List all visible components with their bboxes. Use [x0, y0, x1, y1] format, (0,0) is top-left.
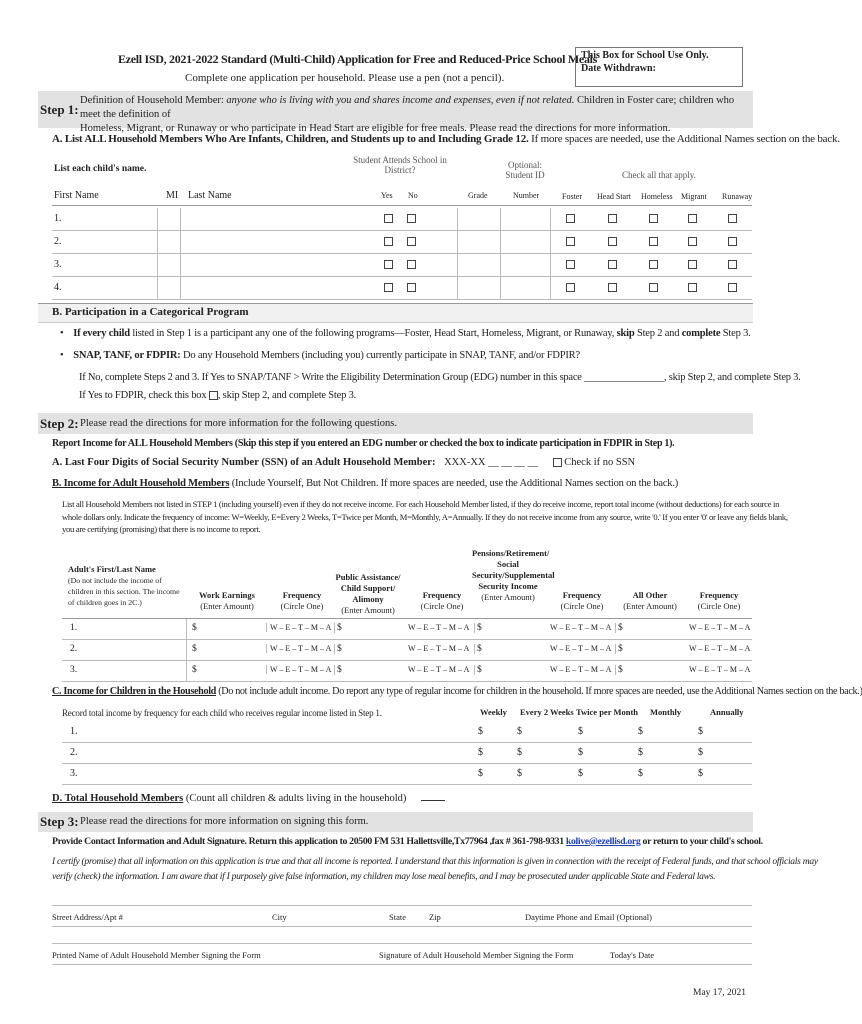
child-row — [52, 277, 752, 300]
fdpir-end: , skip Step 2, and complete Step 3. — [217, 390, 357, 401]
mi-input[interactable] — [157, 277, 181, 299]
child-row-num: 1. — [54, 213, 62, 224]
foster-checkbox[interactable] — [566, 260, 575, 269]
optional-line1: Optional: — [508, 160, 542, 170]
runaway-checkbox[interactable] — [728, 214, 737, 223]
public-frequency[interactable]: W – E – T – M – A — [408, 665, 470, 674]
adult-row — [62, 661, 752, 682]
public-amount-input[interactable]: $ — [334, 665, 404, 675]
optional-line2: Student ID — [505, 170, 545, 180]
section-a-note: If more spaces are needed, use the Additional Names section on the back. — [531, 133, 840, 145]
migrant-checkbox[interactable] — [688, 283, 697, 292]
twice-header: Twice per Month — [576, 707, 639, 717]
adult-income-header — [62, 548, 752, 618]
every2-input[interactable]: $ — [517, 726, 522, 737]
col-first-name: First Name — [54, 190, 99, 201]
mi-input[interactable] — [157, 254, 181, 276]
work-amount-input[interactable]: $ — [192, 665, 197, 675]
weekly-header: Weekly — [480, 707, 507, 717]
step3-intro: Please read the directions for more information on signing this form. — [80, 816, 369, 827]
ssn-label: A. Last Four Digits of Social Security Number (SSN) of an Adult Household Member: — [52, 457, 436, 468]
pension-header — [472, 548, 555, 603]
work-header — [192, 590, 262, 612]
freq1-header — [268, 590, 336, 612]
provide-end: or return to your child's school. — [642, 836, 763, 847]
total-members-input[interactable] — [421, 791, 445, 801]
adult-row-num: 3. — [70, 665, 78, 675]
homeless-checkbox[interactable] — [649, 237, 658, 246]
school-use-line2: Date Withdrawn: — [581, 63, 656, 74]
child-row — [52, 231, 752, 254]
monthly-input[interactable]: $ — [638, 747, 643, 758]
col-head-start: Head Start — [597, 192, 631, 201]
adult-name-input[interactable] — [62, 661, 187, 681]
definition-italic: anyone who is living with you and shares income and expenses, even if not related. — [226, 95, 575, 106]
other-frequency[interactable]: W – E – T – M – A — [689, 665, 751, 674]
bullet-dot: • — [60, 350, 71, 361]
attends-no-checkbox[interactable] — [407, 260, 416, 269]
child-row-num: 2. — [54, 236, 62, 247]
monthly-header: Monthly — [650, 707, 682, 717]
signature-label[interactable]: Signature of Adult Household Member Signing the Form — [379, 950, 574, 960]
every2-input[interactable]: $ — [517, 747, 522, 758]
last-name-input[interactable] — [182, 254, 362, 276]
pension-title: Pensions/Retirement/ Social Security/Supplemental Security Income — [472, 548, 555, 591]
first-name-input[interactable] — [72, 208, 157, 230]
head-start-checkbox[interactable] — [608, 283, 617, 292]
bullet2 — [60, 350, 750, 361]
other-sub: (Enter Amount) — [623, 601, 677, 611]
student-id-input[interactable] — [501, 277, 551, 299]
adult-name-header — [68, 564, 183, 608]
child-income-num: 1. — [70, 726, 78, 737]
bullet1-complete: complete — [681, 328, 721, 339]
col-yes: Yes — [381, 191, 393, 200]
street-label[interactable]: Street Address/Apt # — [52, 912, 123, 922]
weekly-input[interactable]: $ — [478, 726, 483, 737]
freq-title: Frequency — [282, 590, 322, 600]
adult-row — [62, 619, 752, 640]
child-row-num: 4. — [54, 282, 62, 293]
student-id-input[interactable] — [501, 208, 551, 230]
step1-definition — [80, 94, 750, 136]
attends-yes-checkbox[interactable] — [384, 214, 393, 223]
work-sub: (Enter Amount) — [200, 601, 254, 611]
no-ssn-checkbox[interactable] — [553, 458, 562, 467]
freq-title: Frequency — [422, 590, 462, 600]
fdpir-text: If Yes to FDPIR, check this box — [79, 390, 207, 401]
bullet1-mid: Step 2 and — [636, 328, 680, 339]
instr-line3: you are certifying (promising) that there is no income to report. — [62, 524, 261, 534]
adult-row-num: 1. — [70, 623, 78, 633]
printed-name-label[interactable]: Printed Name of Adult Household Member Signing the Form — [52, 950, 261, 960]
child-row — [52, 208, 752, 231]
work-amount-input[interactable]: $ — [192, 644, 197, 654]
provide-text: Provide Contact Information and Adult Signature. Return this application to 20500 FM 531 Hallettsville,Tx77964 ,fax # 361-798-9331 — [52, 836, 564, 847]
pension-sub: (Enter Amount) — [481, 592, 535, 602]
first-name-input[interactable] — [72, 277, 157, 299]
child-income-row — [62, 743, 752, 764]
public-frequency[interactable]: W – E – T – M – A — [408, 623, 470, 632]
child-income-row — [62, 722, 752, 743]
list-each-label: List each child's name. — [54, 164, 147, 174]
freq3-header — [548, 590, 616, 612]
section-2b-instructions — [62, 498, 788, 536]
other-title: All Other — [632, 590, 668, 600]
attends-yes-checkbox[interactable] — [384, 260, 393, 269]
provide-line — [52, 836, 763, 847]
signature-row — [52, 943, 752, 965]
child-income-rows — [62, 722, 752, 785]
col-headers-row — [52, 188, 752, 206]
adult-name-note: (Do not include the income of children in this section. The income of children goes in 2C.) — [68, 576, 180, 607]
col-foster: Foster — [562, 192, 582, 201]
grade-input[interactable] — [457, 254, 501, 276]
every2-header: Every 2 Weeks — [520, 707, 574, 717]
col-migrant: Migrant — [681, 192, 707, 201]
fdpir-checkbox[interactable] — [209, 391, 218, 400]
public-header — [332, 572, 404, 616]
section-2b-heading: B. Income for Adult Household Members — [52, 478, 230, 489]
runaway-checkbox[interactable] — [728, 260, 737, 269]
certify-line2: verify (check) the information. I am aware that if I purposely give false information, my children may lose meal benefits, and I may be prosecuted under applicable State and Federal laws. — [52, 871, 716, 882]
adult-row-num: 2. — [70, 644, 78, 654]
if-no-line: If No, complete Steps 2 and 3. If Yes to SNAP/TANF > Write the Eligibility Determination Group (EDG) number in this space ________________, skip Step 2, and complete Step 3. — [79, 372, 801, 383]
head-start-checkbox[interactable] — [608, 260, 617, 269]
definition-lead: Definition of Household Member: — [80, 95, 224, 106]
if-yes-fdpir-line — [79, 390, 356, 401]
footer-date: May 17, 2021 — [693, 988, 747, 998]
adult-row — [62, 640, 752, 661]
certify-text — [52, 854, 818, 884]
date-label[interactable]: Today's Date — [610, 950, 655, 960]
section-2b-title — [52, 478, 678, 489]
pension-amount-input[interactable]: $ — [474, 623, 544, 633]
form-subtitle: Complete one application per household. Please use a pen (not a pencil). — [185, 72, 505, 84]
work-amount-input[interactable]: $ — [192, 623, 197, 633]
student-id-input[interactable] — [501, 231, 551, 253]
first-name-input[interactable] — [72, 231, 157, 253]
bullet1-bold: If every child — [73, 328, 130, 339]
foster-checkbox[interactable] — [566, 283, 575, 292]
head-start-checkbox[interactable] — [608, 214, 617, 223]
child-income-num: 3. — [70, 768, 78, 779]
attends-line2: District? — [384, 165, 416, 175]
public-frequency[interactable]: W – E – T – M – A — [408, 644, 470, 653]
attends-yes-checkbox[interactable] — [384, 237, 393, 246]
freq2-header — [408, 590, 476, 612]
attends-line1: Student Attends School in — [353, 155, 447, 165]
bullet1-end: Step 3. — [722, 328, 751, 339]
section-a-heading: A. List ALL Household Members Who Are Infants, Children, and Students up to and Including Grade 12. — [52, 133, 529, 145]
optional-header — [495, 160, 555, 180]
col-number: Number — [513, 191, 540, 200]
bullet2-bold: SNAP, TANF, or FDPIR: — [73, 350, 181, 361]
other-frequency[interactable]: W – E – T – M – A — [689, 623, 751, 632]
homeless-checkbox[interactable] — [649, 214, 658, 223]
col-no: No — [408, 191, 418, 200]
section-b-title: B. Participation in a Categorical Program — [52, 306, 249, 318]
attends-no-checkbox[interactable] — [407, 214, 416, 223]
section-2c-instr: Record total income by frequency for each child who receives regular income listed in Step 1. — [62, 708, 382, 718]
step2-label: Step 2: — [40, 416, 79, 431]
freq-title: Frequency — [699, 590, 739, 600]
child-income-row — [62, 764, 752, 785]
bullet1-text: listed in Step 1 is a participant any one of the following programs—Foster, Head Start, Homeless, Migrant, or Runaway, — [132, 328, 615, 339]
work-title: Work Earnings — [199, 590, 255, 600]
homeless-checkbox[interactable] — [649, 283, 658, 292]
adult-income-rows — [62, 618, 752, 682]
bullet1 — [60, 328, 750, 339]
form-title: Ezell ISD, 2021-2022 Standard (Multi-Child) Application for Free and Reduced-Price School Meals — [118, 52, 598, 66]
other-amount-input[interactable]: $ — [615, 644, 685, 654]
col-last-name: Last Name — [188, 190, 232, 201]
mi-input[interactable] — [157, 208, 181, 230]
freq-sub: (Circle One) — [280, 601, 324, 611]
student-id-input[interactable] — [501, 254, 551, 276]
other-header — [617, 590, 683, 612]
annually-input[interactable]: $ — [698, 747, 703, 758]
work-frequency[interactable]: W – E – T – M – A — [266, 623, 331, 632]
section-2c-title — [52, 686, 862, 697]
col-mi: MI — [166, 190, 179, 201]
grade-input[interactable] — [457, 277, 501, 299]
foster-checkbox[interactable] — [566, 237, 575, 246]
pension-frequency[interactable]: W – E – T – M – A — [550, 665, 612, 674]
adult-name-input[interactable] — [62, 619, 187, 639]
other-amount-input[interactable]: $ — [615, 623, 685, 633]
report-income-line: Report Income for ALL Household Members (Skip this step if you entered an EDG number or checked the box to indicate participation in FDPIR in Step 1). — [52, 438, 675, 449]
monthly-input[interactable]: $ — [638, 768, 643, 779]
step3-label: Step 3: — [40, 814, 79, 829]
runaway-checkbox[interactable] — [728, 283, 737, 292]
work-frequency[interactable]: W – E – T – M – A — [266, 665, 331, 674]
phone-label[interactable]: Daytime Phone and Email (Optional) — [525, 912, 652, 922]
section-2d-note: (Count all children & adults living in the household) — [185, 793, 407, 804]
public-amount-input[interactable]: $ — [334, 644, 404, 654]
freq-title: Frequency — [562, 590, 602, 600]
school-use-line1: This Box for School Use Only. — [581, 50, 709, 61]
twice-input[interactable]: $ — [578, 726, 583, 737]
freq-sub: (Circle One) — [697, 601, 741, 611]
check-all-label: Check all that apply. — [622, 170, 696, 180]
section-a-title — [52, 133, 840, 145]
migrant-checkbox[interactable] — [688, 237, 697, 246]
email-link[interactable]: kolive@ezellisd.org — [565, 836, 641, 847]
col-runaway: Runaway — [722, 192, 753, 201]
pension-frequency[interactable]: W – E – T – M – A — [550, 644, 612, 653]
annually-input[interactable]: $ — [698, 768, 703, 779]
public-amount-input[interactable]: $ — [334, 623, 404, 633]
certify-line1: I certify (promise) that all information on this application is true and that all income is reported. I understand that this information is given in connection with the receipt of Federal funds, and that school officials may — [52, 856, 818, 867]
freq-sub: (Circle One) — [560, 601, 604, 611]
section-2c-note: (Do not include adult income. Do report any type of regular income for children in the household. If more spaces are needed, use the Additional Names section on the back.) — [218, 686, 862, 697]
runaway-checkbox[interactable] — [728, 237, 737, 246]
last-name-input[interactable] — [182, 231, 362, 253]
pension-amount-input[interactable]: $ — [474, 644, 544, 654]
ssn-check-label: Check if no SSN — [564, 457, 636, 468]
step1-label: Step 1: — [40, 102, 79, 117]
attends-no-checkbox[interactable] — [407, 283, 416, 292]
annually-header: Annually — [710, 707, 744, 717]
head-start-checkbox[interactable] — [608, 237, 617, 246]
attends-yes-checkbox[interactable] — [384, 283, 393, 292]
pension-frequency[interactable]: W – E – T – M – A — [550, 623, 612, 632]
step2-intro: Please read the directions for more information for the following questions. — [80, 418, 397, 429]
col-homeless: Homeless — [641, 192, 673, 201]
last-name-input[interactable] — [182, 277, 362, 299]
section-2d — [52, 791, 445, 804]
ssn-input[interactable]: XXX-XX __ __ __ __ — [444, 457, 538, 468]
definition-line2: Homeless, Migrant, or Runaway or who participate in Head Start are eligible for free meals. Please read the directions for more information. — [80, 123, 671, 134]
twice-input[interactable]: $ — [578, 768, 583, 779]
grade-input[interactable] — [457, 208, 501, 230]
child-row — [52, 254, 752, 277]
address-row — [52, 905, 752, 927]
bullet2-text: Do any Household Members (including you) currently participate in SNAP, TANF, and/or FDPIR? — [182, 350, 580, 361]
state-label[interactable]: State — [389, 912, 406, 922]
twice-input[interactable]: $ — [578, 747, 583, 758]
city-label[interactable]: City — [272, 912, 287, 922]
homeless-checkbox[interactable] — [649, 260, 658, 269]
foster-checkbox[interactable] — [566, 214, 575, 223]
attends-header — [350, 155, 450, 175]
migrant-checkbox[interactable] — [688, 214, 697, 223]
freq-sub: (Circle One) — [420, 601, 464, 611]
instr-line2: whole dollars only. Indicate the frequency of income: W=Weekly, E=Every 2 Weeks, T=Twice per Month, M=Monthly, A=Annually. If they do not receive income from any source, write '0.' If you enter '0' or leave any fields blank, — [62, 511, 788, 522]
other-amount-input[interactable]: $ — [615, 665, 685, 675]
last-name-input[interactable] — [182, 208, 362, 230]
school-use-box — [575, 47, 743, 87]
first-name-input[interactable] — [72, 254, 157, 276]
child-rows — [52, 208, 752, 300]
definition-rest: Children in Foster care; children who meet the definition of — [80, 95, 735, 120]
adult-name-title: Adult's First/Last Name — [68, 564, 156, 574]
annually-input[interactable]: $ — [698, 726, 703, 737]
child-income-num: 2. — [70, 747, 78, 758]
weekly-input[interactable]: $ — [478, 747, 483, 758]
freq4-header — [686, 590, 752, 612]
zip-label[interactable]: Zip — [429, 912, 441, 922]
adult-name-input[interactable] — [62, 640, 187, 660]
ssn-row — [52, 457, 635, 468]
migrant-checkbox[interactable] — [688, 260, 697, 269]
other-frequency[interactable]: W – E – T – M – A — [689, 644, 751, 653]
section-2b-note: (Include Yourself, But Not Children. If more spaces are needed, use the Additional Names section on the back.) — [231, 478, 679, 489]
weekly-input[interactable]: $ — [478, 768, 483, 779]
attends-no-checkbox[interactable] — [407, 237, 416, 246]
section-2c-heading: C. Income for Children in the Household — [52, 686, 216, 697]
bullet-dot: • — [60, 328, 71, 339]
pension-amount-input[interactable]: $ — [474, 665, 544, 675]
grade-input[interactable] — [457, 231, 501, 253]
instr-line1: List all Household Members not listed in STEP 1 (including yourself) even if they do not receive income. For each Household Member listed, if they do receive income, report total income (without deductions) for each source in — [62, 499, 780, 509]
mi-input[interactable] — [157, 231, 181, 253]
section-2d-heading: D. Total Household Members — [52, 793, 184, 804]
public-title: Public Assistance/ Child Support/ Alimony — [335, 572, 401, 604]
monthly-input[interactable]: $ — [638, 726, 643, 737]
bullet1-skip: skip — [616, 328, 635, 339]
every2-input[interactable]: $ — [517, 768, 522, 779]
public-sub: (Enter Amount) — [341, 605, 395, 615]
work-frequency[interactable]: W – E – T – M – A — [266, 644, 331, 653]
col-grade: Grade — [468, 191, 488, 200]
child-row-num: 3. — [54, 259, 62, 270]
